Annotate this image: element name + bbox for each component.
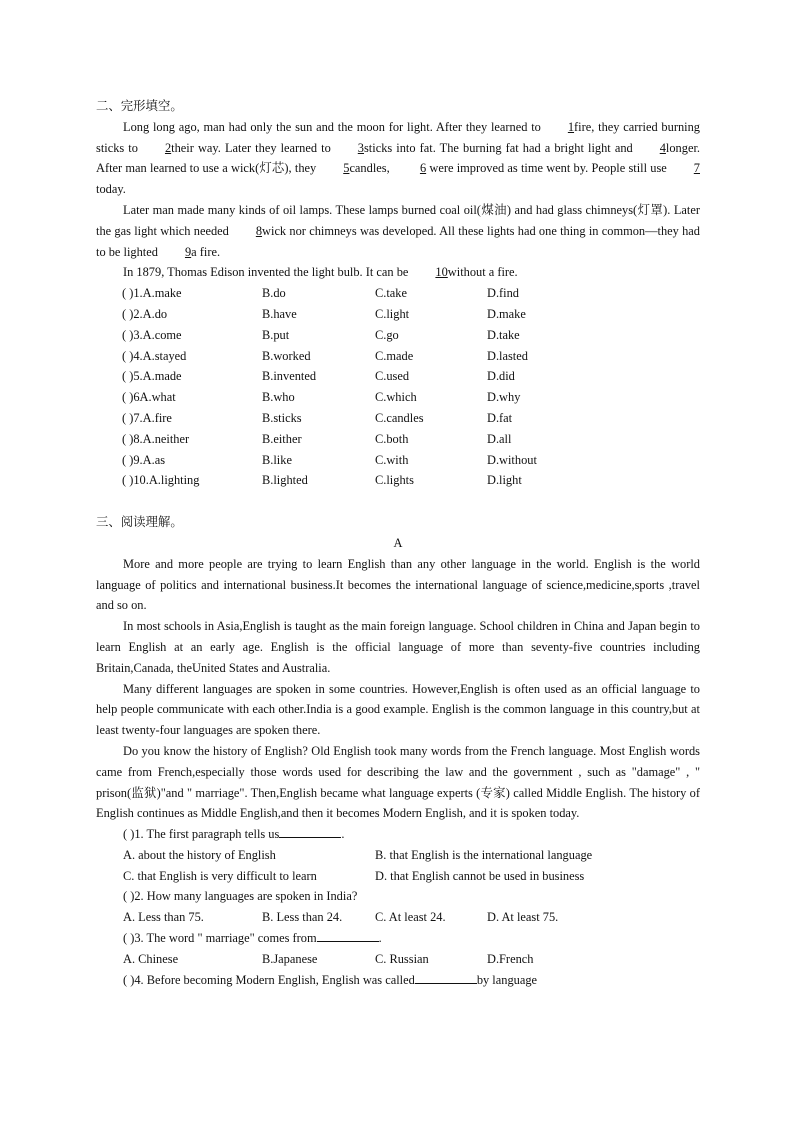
cloze-question-option-a[interactable]: ( )6A.what	[122, 390, 176, 405]
option-c[interactable]: C.take	[375, 286, 407, 301]
option-c[interactable]: C. that English is very difficult to learn	[123, 868, 317, 883]
cloze-blank[interactable]: 9	[184, 244, 192, 259]
cloze-option-row	[96, 387, 700, 408]
reading-paragraph-2: In most schools in Asia,English is taught as the main foreign language. School children in China and Japan begin to learn English at an early age. English is the official language of more than seventy-five countries including Britain,Canada, theUnited States and Australia.	[96, 619, 700, 675]
option-c[interactable]: C. Russian	[375, 951, 429, 966]
option-c[interactable]: C.candles	[375, 410, 424, 425]
cloze-blank[interactable]: 1	[567, 119, 575, 134]
cloze-question-option-a[interactable]: ( )1.A.make	[122, 286, 182, 301]
cloze-option-row	[96, 429, 700, 450]
reading-paragraph-3: Many different languages are spoken in some countries. However,English is often used as an official language to help people communicate with each other.India is a good example. English is the common language in this country,but at least twenty-four languages are spoken there.	[96, 681, 700, 738]
reading-paragraph-1: More and more people are trying to learn English than any other language in the world. English is the world language of politics and international business.It becomes the international language of science,medicine,sports ,travel and so on.	[96, 556, 700, 613]
option-c[interactable]: C. At least 24.	[375, 910, 446, 925]
cloze-blank[interactable]: 6	[419, 161, 427, 176]
option-c[interactable]: C.used	[375, 369, 410, 384]
option-d[interactable]: D.without	[487, 452, 537, 467]
option-a[interactable]: A. Chinese	[123, 951, 179, 966]
cloze-question-option-a[interactable]: ( )2.A.do	[122, 306, 168, 321]
option-b[interactable]: B.worked	[262, 348, 311, 363]
cloze-blank[interactable]: 5	[343, 161, 350, 176]
option-d[interactable]: D. that English cannot be used in business	[375, 868, 585, 883]
cloze-blank[interactable]: 7	[693, 161, 700, 176]
option-b[interactable]: B.who	[262, 390, 295, 405]
cloze-question-option-a[interactable]: ( )5.A.made	[122, 369, 182, 384]
section-heading-cloze: 二、完形填空。	[96, 99, 183, 113]
cloze-question-option-a[interactable]: ( )4.A.stayed	[122, 348, 187, 363]
reading-paragraph-4: Do you know the history of English? Old English took many words from the French language. Most English words came from French,especially those words used for describing the law and the government , such as "damage" , " prison(监狱)"and " marriage". Then,English became what language experts (专家) called Middle English. The history of English continues as Middle English,and then it becomes Modern English, and it is spoken today.	[96, 743, 700, 821]
option-d[interactable]: D.fat	[487, 410, 513, 425]
option-b[interactable]: B.do	[262, 286, 286, 301]
option-c[interactable]: C.both	[375, 431, 409, 446]
cloze-option-row	[96, 346, 700, 367]
option-d[interactable]: D.find	[487, 286, 520, 301]
cloze-option-row	[96, 283, 700, 304]
option-d[interactable]: D.make	[487, 306, 526, 321]
option-c[interactable]: C.with	[375, 452, 409, 467]
option-b[interactable]: B. Less than 24.	[262, 910, 343, 925]
cloze-question-option-a[interactable]: ( )7.A.fire	[122, 410, 172, 425]
option-a[interactable]: A. Less than 75.	[123, 910, 204, 925]
option-d[interactable]: D.take	[487, 327, 520, 342]
cloze-option-row	[96, 470, 700, 491]
cloze-question-option-a[interactable]: ( )3.A.come	[122, 327, 182, 342]
answer-blank[interactable]	[279, 825, 341, 838]
cloze-option-row	[96, 366, 700, 387]
cloze-option-row	[96, 450, 700, 471]
cloze-paragraph-1: Long long ago, man had only the sun and the moon for light. After they learned to1fire, they carried burning sticks to2their way. Later they learned to3sticks into fat. The burning fat had a bright light and4longer. After man learned to use a wick(灯芯), they5candles, 6 were improved as time went by. People still use7today.	[96, 117, 700, 200]
question-3: ( )3. The word " marriage" comes from .	[123, 931, 382, 946]
option-b[interactable]: B.either	[262, 431, 302, 446]
worksheet-page	[96, 96, 700, 990]
cloze-blank[interactable]: 2	[164, 140, 172, 155]
cloze-option-row	[96, 304, 700, 325]
option-d[interactable]: D.lasted	[487, 348, 528, 363]
cloze-question-option-a[interactable]: ( )8.A.neither	[122, 431, 190, 446]
option-c[interactable]: C.which	[375, 390, 417, 405]
question-2-options	[96, 907, 700, 928]
question-2: ( )2. How many languages are spoken in India?	[123, 889, 358, 904]
passage-label: A	[393, 535, 403, 550]
option-d[interactable]: D.did	[487, 369, 515, 384]
option-d[interactable]: D.light	[487, 473, 522, 488]
question-4: ( )4. Before becoming Modern English, English was called by language	[123, 972, 538, 987]
option-b[interactable]: B.sticks	[262, 410, 302, 425]
cloze-blank[interactable]: 3	[357, 140, 364, 155]
cloze-blank[interactable]: 8	[255, 223, 263, 238]
question-1-options-a	[96, 845, 700, 866]
option-d[interactable]: D.all	[487, 431, 512, 446]
option-c[interactable]: C.made	[375, 348, 414, 363]
cloze-paragraph-3: In 1879, Thomas Edison invented the light bulb. It can be10without a fire.	[96, 262, 700, 283]
cloze-paragraph-2: Later man made many kinds of oil lamps. These lamps burned coal oil(煤油) and had glass chimneys(灯罩). Later the gas light which needed8wick nor chimneys was developed. All these lights had one thing in common—they had to be lighted9a fire.	[96, 200, 700, 262]
cloze-blank[interactable]: 4	[659, 140, 666, 155]
cloze-blank[interactable]: 10	[435, 265, 448, 280]
option-c[interactable]: C.lights	[375, 473, 414, 488]
option-b[interactable]: B.like	[262, 452, 292, 467]
option-b[interactable]: B.invented	[262, 369, 317, 384]
cloze-question-option-a[interactable]: ( )10.A.lighting	[122, 473, 200, 488]
option-c[interactable]: C.light	[375, 306, 410, 321]
option-b[interactable]: B.put	[262, 327, 290, 342]
option-d[interactable]: D.why	[487, 390, 521, 405]
option-d[interactable]: D. At least 75.	[487, 910, 559, 925]
option-c[interactable]: C.go	[375, 327, 399, 342]
cloze-options-list	[96, 283, 700, 491]
option-b[interactable]: B.lighted	[262, 473, 308, 488]
option-a[interactable]: A. about the history of English	[123, 847, 276, 862]
section-heading-reading: 三、阅读理解。	[96, 515, 183, 530]
question-3-options	[96, 949, 700, 970]
option-b[interactable]: B.Japanese	[262, 951, 318, 966]
cloze-option-row	[96, 408, 700, 429]
answer-blank[interactable]	[317, 929, 379, 942]
option-b[interactable]: B. that English is the international language	[375, 847, 593, 862]
question-1: ( )1. The first paragraph tells us .	[123, 827, 345, 842]
answer-blank[interactable]	[415, 971, 477, 984]
question-1-options-b	[96, 866, 700, 887]
cloze-question-option-a[interactable]: ( )9.A.as	[122, 452, 166, 467]
option-d[interactable]: D.French	[487, 951, 534, 966]
cloze-option-row	[96, 325, 700, 346]
option-b[interactable]: B.have	[262, 306, 297, 321]
